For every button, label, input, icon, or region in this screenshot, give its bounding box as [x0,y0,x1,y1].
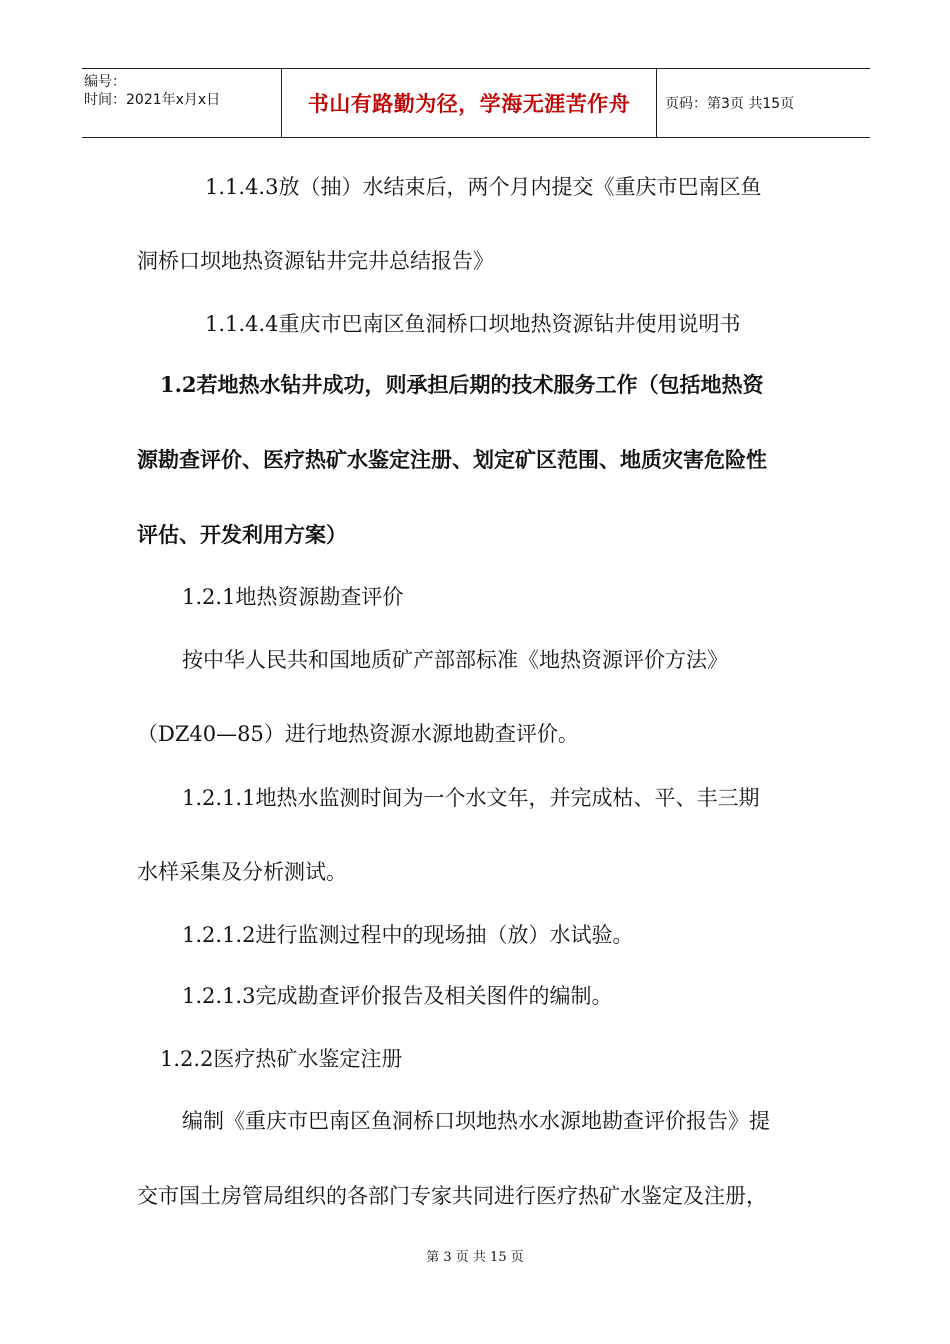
body-line: 水样采集及分析测试。 [137,860,347,884]
body-line: 1.2.1.1地热水监测时间为一个水文年，并完成枯、平、丰三期 [182,786,760,810]
header-motto: 书山有路勤为径，学海无涯苦作舟 [307,92,631,116]
body-line: 编制《重庆市巴南区鱼洞桥口坝地热水水源地勘查评价报告》提 [182,1109,770,1133]
section-heading: 1.2若地热水钻井成功，则承担后期的技术服务工作（包括地热资 [160,372,764,397]
subsection-heading: 1.2.1地热资源勘查评价 [182,585,404,609]
subsection-heading: 1.2.2医疗热矿水鉴定注册 [160,1047,403,1071]
section-heading: 评估、开发利用方案） [137,522,347,547]
body-line: 1.2.1.2进行监测过程中的现场抽（放）水试验。 [182,923,634,947]
page-footer: 第 3 页 共 15 页 [426,1250,524,1265]
body-line: （DZ40—85）进行地热资源水源地勘查评价。 [137,722,579,746]
body-line: 交市国土房管局组织的各部门专家共同进行医疗热矿水鉴定及注册， [137,1184,767,1208]
header-page-info-cell [657,69,870,137]
body-line: 按中华人民共和国地质矿产部部标准《地热资源评价方法》 [182,648,728,672]
header-time: 时间：2021年x月x日 [84,92,221,108]
section-heading: 源勘查评价、医疗热矿水鉴定注册、划定矿区范围、地质灾害危险性 [137,447,767,472]
body-line: 1.1.4.3放（抽）水结束后，两个月内提交《重庆市巴南区鱼 [205,175,762,199]
header-page-info: 页码：第3页 共15页 [665,96,795,112]
header-meta [82,69,282,137]
header-number: 编号： [84,74,126,90]
body-line: 1.1.4.4重庆市巴南区鱼洞桥口坝地热资源钻井使用说明书 [205,312,741,336]
body-line: 1.2.1.3完成勘查评价报告及相关图件的编制。 [182,984,613,1008]
page-header [82,68,870,138]
header-motto-cell [282,69,657,137]
body-line: 洞桥口坝地热资源钻井完井总结报告》 [137,249,494,273]
